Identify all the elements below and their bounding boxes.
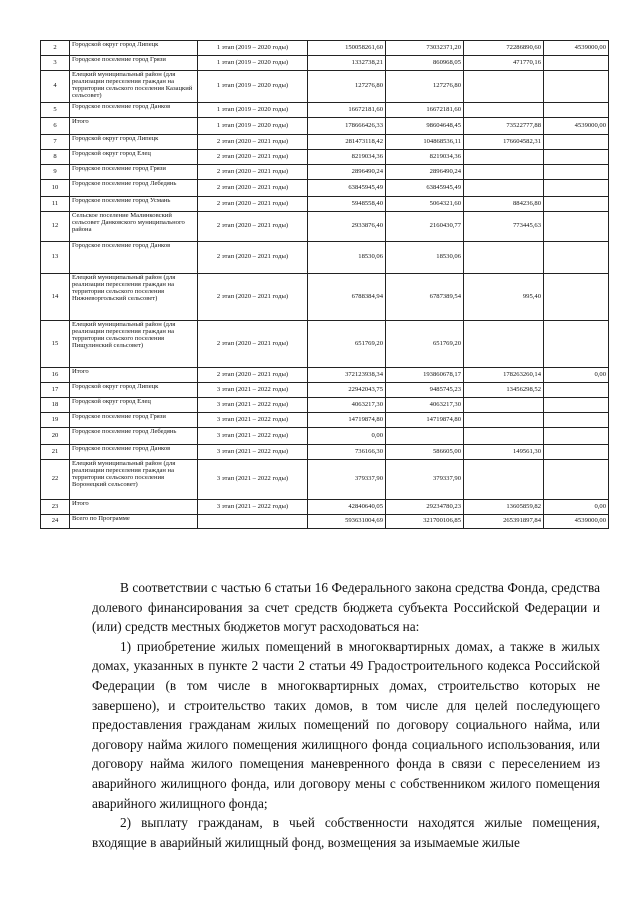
- municipality-cell: Городское поселение город Грязи: [70, 56, 198, 71]
- paragraph-intro: В соответствии с частью 6 статьи 16 Федерального закона средства Фонда, средства долевого финансирования за счет средств бюджета субъекта Российской Федерации и (или) средств местных бюджетов могут расходоваться на:: [92, 580, 600, 635]
- table-row: [41, 321, 609, 368]
- region-amount-cell: [464, 398, 544, 413]
- row-number: 20: [41, 428, 70, 445]
- municipality-cell: Елецкий муниципальный район (для реализации переселения граждан на территории сельского поселения Нижневоргольский сельсовет): [70, 274, 198, 321]
- local-amount-cell: [544, 383, 609, 398]
- row-number: 3: [41, 56, 70, 71]
- table-row: [41, 180, 609, 197]
- stage-cell: 2 этап (2020 – 2021 годы): [198, 197, 308, 212]
- table-row: [41, 150, 609, 165]
- row-number: 14: [41, 274, 70, 321]
- stage-cell: 2 этап (2020 – 2021 годы): [198, 135, 308, 150]
- row-number: 10: [41, 180, 70, 197]
- local-amount-cell: [544, 413, 609, 428]
- row-number: 13: [41, 242, 70, 274]
- region-amount-cell: [464, 71, 544, 103]
- region-amount-cell: [464, 150, 544, 165]
- stage-cell: 1 этап (2019 – 2020 годы): [198, 56, 308, 71]
- local-amount-cell: [544, 165, 609, 180]
- local-amount-cell: [544, 398, 609, 413]
- municipality-cell: Городской округ город Липецк: [70, 41, 198, 56]
- row-number: 11: [41, 197, 70, 212]
- paragraph-item-1: 1) приобретение жилых помещений в многоквартирных домах, а также в жилых домах, указанных в пункте 2 части 2 статьи 49 Градостроительного кодекса Российской Федерации (в том числе в многоквартирных домах, строительство которых не завершено), и строительство таких домов, в том числе для целей последующего предоставления гражданам жилых помещений по договору социального найма, или договору найма жилого помещения жилищного фонда социального использования, или договору найма жилого помещения маневренного фонда в связи с переселением из аварийного жилищного фонда, или договору мены с собственником жилого помещения аварийного жилищного фонда;: [92, 638, 600, 811]
- region-amount-cell: [464, 321, 544, 368]
- region-amount-cell: [464, 103, 544, 118]
- region-amount-cell: [464, 460, 544, 500]
- row-number: 8: [41, 150, 70, 165]
- local-amount-cell: [544, 242, 609, 274]
- local-amount-cell: [544, 212, 609, 242]
- row-number: 7: [41, 135, 70, 150]
- region-amount-cell: 176604582,31: [464, 135, 544, 150]
- row-number: 23: [41, 500, 70, 515]
- local-amount-cell: 0,00: [544, 368, 609, 383]
- stage-cell: 3 этап (2021 – 2022 годы): [198, 428, 308, 445]
- table-row: [41, 118, 609, 135]
- municipality-cell: Городское поселение город Грязи: [70, 413, 198, 428]
- region-amount-cell: 178263260,14: [464, 368, 544, 383]
- fund-amount-cell: 379337,90: [386, 460, 464, 500]
- region-amount-cell: 471770,16: [464, 56, 544, 71]
- table-row: [41, 197, 609, 212]
- municipality-cell: Итого: [70, 500, 198, 515]
- region-amount-cell: 773445,63: [464, 212, 544, 242]
- row-number: 19: [41, 413, 70, 428]
- municipality-cell: Городское поселение город Грязи: [70, 165, 198, 180]
- row-number: 17: [41, 383, 70, 398]
- region-amount-cell: 149561,30: [464, 445, 544, 460]
- municipality-cell: Итого: [70, 368, 198, 383]
- table-row: [41, 165, 609, 180]
- fund-amount-cell: 193860678,17: [386, 368, 464, 383]
- table-row: [41, 445, 609, 460]
- municipality-cell: Городское поселение город Усмань: [70, 197, 198, 212]
- article-text: [92, 578, 600, 852]
- local-amount-cell: [544, 150, 609, 165]
- fund-amount-cell: 104868536,11: [386, 135, 464, 150]
- total-amount-cell: 18530,06: [308, 242, 386, 274]
- stage-cell: 3 этап (2021 – 2022 годы): [198, 445, 308, 460]
- fund-amount-cell: 2160430,77: [386, 212, 464, 242]
- local-amount-cell: [544, 71, 609, 103]
- region-amount-cell: 73522777,88: [464, 118, 544, 135]
- total-amount-cell: 22942043,75: [308, 383, 386, 398]
- stage-cell: 2 этап (2020 – 2021 годы): [198, 242, 308, 274]
- stage-cell: 1 этап (2019 – 2020 годы): [198, 103, 308, 118]
- municipality-cell: Городской округ город Липецк: [70, 383, 198, 398]
- total-amount-cell: 651769,20: [308, 321, 386, 368]
- fund-amount-cell: 16672181,60: [386, 103, 464, 118]
- stage-cell: 3 этап (2021 – 2022 годы): [198, 383, 308, 398]
- total-amount-cell: 372123938,34: [308, 368, 386, 383]
- stage-cell: 2 этап (2020 – 2021 годы): [198, 180, 308, 197]
- stage-cell: 2 этап (2020 – 2021 годы): [198, 212, 308, 242]
- table-row: [41, 135, 609, 150]
- fund-amount-cell: 651769,20: [386, 321, 464, 368]
- total-amount-cell: 281473118,42: [308, 135, 386, 150]
- row-number: 16: [41, 368, 70, 383]
- total-amount-cell: 6788384,94: [308, 274, 386, 321]
- local-amount-cell: [544, 180, 609, 197]
- total-amount-cell: 736166,30: [308, 445, 386, 460]
- local-amount-cell: [544, 135, 609, 150]
- fund-amount-cell: 586605,00: [386, 445, 464, 460]
- stage-cell: 2 этап (2020 – 2021 годы): [198, 150, 308, 165]
- stage-cell: 2 этап (2020 – 2021 годы): [198, 274, 308, 321]
- table-row: [41, 428, 609, 445]
- total-amount-cell: 2933876,40: [308, 212, 386, 242]
- municipality-cell: Городское поселение город Лебедянь: [70, 180, 198, 197]
- row-number: 22: [41, 460, 70, 500]
- municipality-cell: Городское поселение город Данков: [70, 103, 198, 118]
- fund-amount-cell: 18530,06: [386, 242, 464, 274]
- fund-amount-cell: 98604648,45: [386, 118, 464, 135]
- region-amount-cell: 884236,80: [464, 197, 544, 212]
- row-number: 15: [41, 321, 70, 368]
- local-amount-cell: [544, 428, 609, 445]
- municipality-cell: Городское поселение город Данков: [70, 445, 198, 460]
- total-amount-cell: 150058261,60: [308, 41, 386, 56]
- total-amount-cell: 1332738,21: [308, 56, 386, 71]
- local-amount-cell: 0,00: [544, 500, 609, 515]
- total-amount-cell: 14719874,80: [308, 413, 386, 428]
- municipality-cell: Городское поселение город Данков: [70, 242, 198, 274]
- region-amount-cell: 72286890,60: [464, 41, 544, 56]
- local-amount-cell: 4539000,00: [544, 41, 609, 56]
- stage-cell: 3 этап (2021 – 2022 годы): [198, 460, 308, 500]
- paragraph-item-2: 2) выплату гражданам, в чьей собственности находятся жилые помещения, входящие в аварийный жилищный фонд, возмещения за изымаемые жилые: [92, 815, 600, 850]
- fund-amount-cell: 14719874,80: [386, 413, 464, 428]
- fund-amount-cell: 127276,80: [386, 71, 464, 103]
- municipality-cell: Городской округ город Липецк: [70, 135, 198, 150]
- total-amount-cell: 2896490,24: [308, 165, 386, 180]
- fund-amount-cell: 9485745,23: [386, 383, 464, 398]
- total-amount-cell: 16672181,60: [308, 103, 386, 118]
- row-number: 12: [41, 212, 70, 242]
- municipality-cell: Елецкий муниципальный район (для реализации переселения граждан на территории сельского поселения Пищулинский сельсовет): [70, 321, 198, 368]
- stage-cell: 1 этап (2019 – 2020 годы): [198, 71, 308, 103]
- stage-cell: 2 этап (2020 – 2021 годы): [198, 321, 308, 368]
- total-amount-cell: 42840640,05: [308, 500, 386, 515]
- region-amount-cell: 995,40: [464, 274, 544, 321]
- row-number: 9: [41, 165, 70, 180]
- table-row: [41, 212, 609, 242]
- local-amount-cell: 4539000,00: [544, 118, 609, 135]
- fund-amount-cell: 4063217,30: [386, 398, 464, 413]
- municipality-cell: Всего по Программе: [70, 515, 198, 529]
- local-amount-cell: 4539000,00: [544, 515, 609, 529]
- municipality-cell: Елецкий муниципальный район (для реализации переселения граждан на территории сельского поселения Казацкий сельсовет): [70, 71, 198, 103]
- fund-amount-cell: 2896490,24: [386, 165, 464, 180]
- region-amount-cell: [464, 165, 544, 180]
- fund-amount-cell: 321700106,85: [386, 515, 464, 529]
- total-amount-cell: 593631004,69: [308, 515, 386, 529]
- total-amount-cell: 5948558,40: [308, 197, 386, 212]
- region-amount-cell: [464, 242, 544, 274]
- stage-cell: 3 этап (2021 – 2022 годы): [198, 398, 308, 413]
- total-amount-cell: 8219034,36: [308, 150, 386, 165]
- region-amount-cell: [464, 428, 544, 445]
- total-amount-cell: 178666426,33: [308, 118, 386, 135]
- municipality-cell: Городской округ город Елец: [70, 398, 198, 413]
- region-amount-cell: 13605859,82: [464, 500, 544, 515]
- row-number: 24: [41, 515, 70, 529]
- table-row: [41, 398, 609, 413]
- table-row: [41, 413, 609, 428]
- local-amount-cell: [544, 274, 609, 321]
- table-row: [41, 383, 609, 398]
- table-row: [41, 242, 609, 274]
- fund-amount-cell: 29234780,23: [386, 500, 464, 515]
- stage-cell: 1 этап (2019 – 2020 годы): [198, 41, 308, 56]
- total-amount-cell: 4063217,30: [308, 398, 386, 413]
- fund-amount-cell: 5064321,60: [386, 197, 464, 212]
- stage-cell: 1 этап (2019 – 2020 годы): [198, 118, 308, 135]
- stage-cell: [198, 515, 308, 529]
- region-amount-cell: [464, 413, 544, 428]
- total-amount-cell: 63845945,49: [308, 180, 386, 197]
- table-row: [41, 460, 609, 500]
- row-number: 21: [41, 445, 70, 460]
- local-amount-cell: [544, 460, 609, 500]
- row-number: 2: [41, 41, 70, 56]
- municipality-cell: Городской округ город Елец: [70, 150, 198, 165]
- table-row: [41, 500, 609, 515]
- local-amount-cell: [544, 197, 609, 212]
- table-row: [41, 515, 609, 529]
- municipality-cell: Сельское поселение Малинковский сельсовет Данковского муниципального района: [70, 212, 198, 242]
- region-amount-cell: 265391897,84: [464, 515, 544, 529]
- stage-cell: 2 этап (2020 – 2021 годы): [198, 368, 308, 383]
- program-funding-table: [40, 40, 609, 529]
- local-amount-cell: [544, 103, 609, 118]
- fund-amount-cell: 860968,05: [386, 56, 464, 71]
- row-number: 5: [41, 103, 70, 118]
- fund-amount-cell: 8219034,36: [386, 150, 464, 165]
- table-row: [41, 41, 609, 56]
- stage-cell: 3 этап (2021 – 2022 годы): [198, 413, 308, 428]
- row-number: 18: [41, 398, 70, 413]
- fund-amount-cell: [386, 428, 464, 445]
- total-amount-cell: 379337,90: [308, 460, 386, 500]
- fund-amount-cell: 63845945,49: [386, 180, 464, 197]
- total-amount-cell: 127276,80: [308, 71, 386, 103]
- municipality-cell: Елецкий муниципальный район (для реализации переселения граждан на территории сельского поселения Воронецкий сельсовет): [70, 460, 198, 500]
- table-row: [41, 368, 609, 383]
- total-amount-cell: 0,00: [308, 428, 386, 445]
- table-row: [41, 71, 609, 103]
- fund-amount-cell: 6787389,54: [386, 274, 464, 321]
- region-amount-cell: 13456298,52: [464, 383, 544, 398]
- row-number: 6: [41, 118, 70, 135]
- region-amount-cell: [464, 180, 544, 197]
- stage-cell: 2 этап (2020 – 2021 годы): [198, 165, 308, 180]
- table-row: [41, 274, 609, 321]
- local-amount-cell: [544, 445, 609, 460]
- row-number: 4: [41, 71, 70, 103]
- local-amount-cell: [544, 321, 609, 368]
- table-row: [41, 56, 609, 71]
- local-amount-cell: [544, 56, 609, 71]
- stage-cell: 3 этап (2021 – 2022 годы): [198, 500, 308, 515]
- municipality-cell: Итого: [70, 118, 198, 135]
- municipality-cell: Городское поселение город Лебедянь: [70, 428, 198, 445]
- fund-amount-cell: 73032371,20: [386, 41, 464, 56]
- table-row: [41, 103, 609, 118]
